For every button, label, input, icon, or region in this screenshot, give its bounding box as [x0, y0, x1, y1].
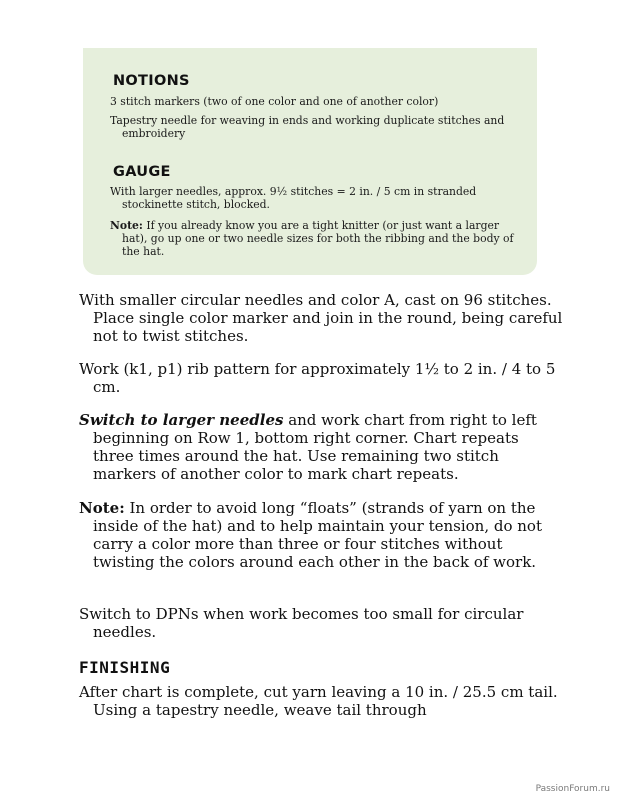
gauge-text: With larger needles, approx. 9½ stitches = 2 in. / 5 cm in stranded stockinette stitch, blocked. — [110, 185, 477, 211]
floats-note-text: In order to avoid long “floats” (strands of yarn on the inside of the hat) and to help maintain your tension, do not carry a color more than three or four stitches without twisting the colors around each other in the back of work. — [93, 499, 542, 571]
switch-needles-paragraph — [79, 411, 563, 483]
switch-needles-emphasis: Switch to larger needles — [79, 411, 284, 429]
gauge-note-text: If you already know you are a tight knitter (or just want a larger hat), go up one or two needle sizes for both the ribbing and the body of the hat. — [122, 219, 514, 258]
floats-note-paragraph — [79, 499, 563, 571]
gauge-note-label: Note: — [110, 219, 143, 232]
gauge-note — [110, 219, 522, 258]
rib-paragraph: Work (k1, p1) rib pattern for approximately 1½ to 2 in. / 4 to 5 cm. — [79, 360, 556, 396]
gauge-heading: GAUGE — [113, 164, 171, 180]
finishing-heading: FINISHING — [79, 658, 171, 677]
notions-item-needle: Tapestry needle for weaving in ends and working duplicate stitches and embroidery — [110, 114, 505, 140]
watermark: PassionForum.ru — [535, 784, 610, 794]
switch-needles-text: and work chart from right to left beginning on Row 1, bottom right corner. Chart repeats three times around the hat. Use remaining two stitch markers of another color to mark chart repeats. — [93, 411, 537, 483]
floats-note-label: Note: — [79, 499, 125, 517]
cast-on-paragraph: With smaller circular needles and color A, cast on 96 stitches. Place single color marker and join in the round, being careful not to twist stitches. — [79, 291, 563, 345]
finishing-paragraph: After chart is complete, cut yarn leaving a 10 in. / 25.5 cm tail. Using a tapestry needle, weave tail through — [79, 683, 558, 719]
notions-item-markers: 3 stitch markers (two of one color and one of another color) — [110, 95, 439, 108]
dpns-paragraph: Switch to DPNs when work becomes too small for circular needles. — [79, 605, 524, 641]
notions-heading: NOTIONS — [113, 73, 190, 89]
